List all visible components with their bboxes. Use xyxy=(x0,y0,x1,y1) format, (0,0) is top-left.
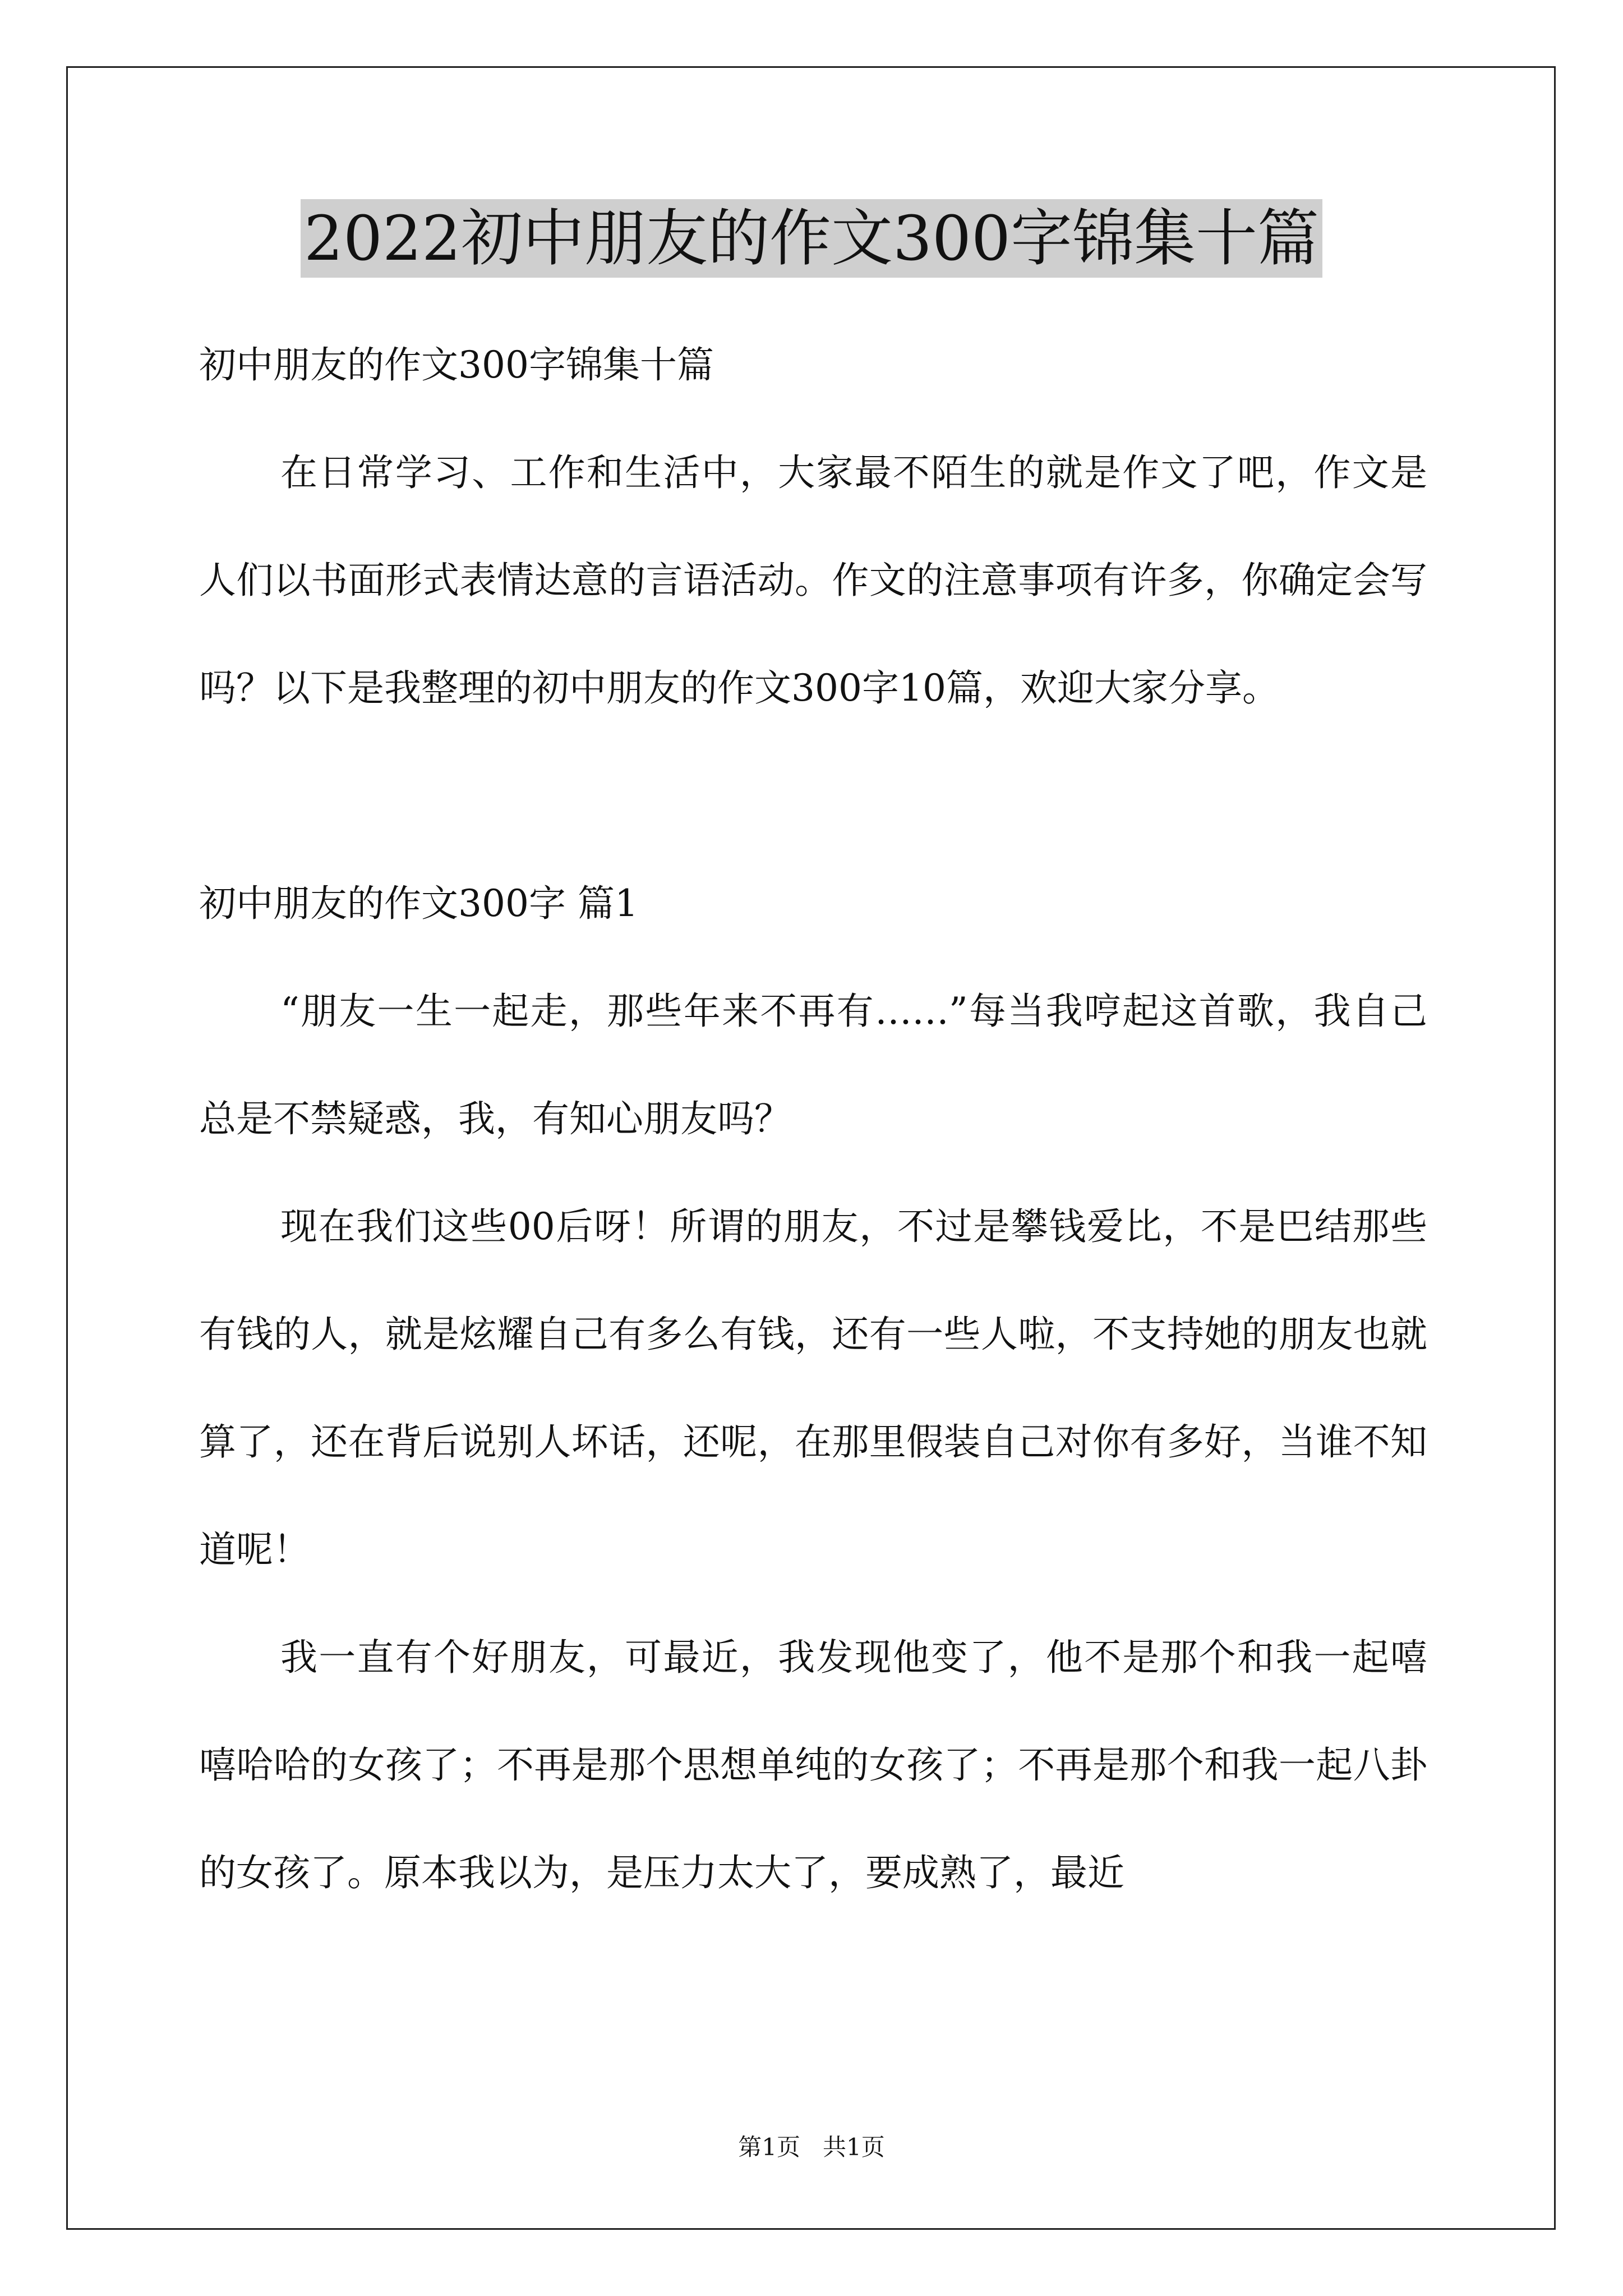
intro-paragraph: 在日常学习、工作和生活中，大家最不陌生的就是作文了吧，作文是人们以书面形式表情达意的言语活动。作文的注意事项有许多，你确定会写吗？以下是我整理的初中朋友的作文300字10篇，欢迎大家分享。 xyxy=(199,451,1427,710)
body-paragraph: 现在我们这些00后呀！所谓的朋友，不过是攀钱爱比，不是巴结那些有钱的人，就是炫耀自己有多么有钱，还有一些人啦，不支持她的朋友也就算了，还在背后说别人坏话，还呢，在那里假装自己对你有多好，当谁不知道呢！ xyxy=(199,1205,1427,1571)
section-heading: 初中朋友的作文300字 篇1 xyxy=(199,882,638,925)
page-footer xyxy=(0,2132,1623,2163)
title-container xyxy=(0,199,1623,278)
body-paragraph: “朋友一生一起走，那些年来不再有……”每当我哼起这首歌，我自己总是不禁疑惑，我，有知心朋友吗？ xyxy=(199,990,1427,1140)
document-title: 2022初中朋友的作文300字锦集十篇 xyxy=(301,199,1322,278)
body-paragraph: 我一直有个好朋友，可最近，我发现他变了，他不是那个和我一起嘻嘻哈哈的女孩了；不再是那个思想单纯的女孩了；不再是那个和我一起八卦的女孩了。原本我以为，是压力太大了，要成熟了，最近 xyxy=(199,1636,1427,1894)
document-body xyxy=(199,311,1427,1927)
document-subtitle: 初中朋友的作文300字锦集十篇 xyxy=(199,343,714,386)
page-number: 第1页 共1页 xyxy=(738,2133,885,2161)
section-spacer xyxy=(199,742,1427,850)
